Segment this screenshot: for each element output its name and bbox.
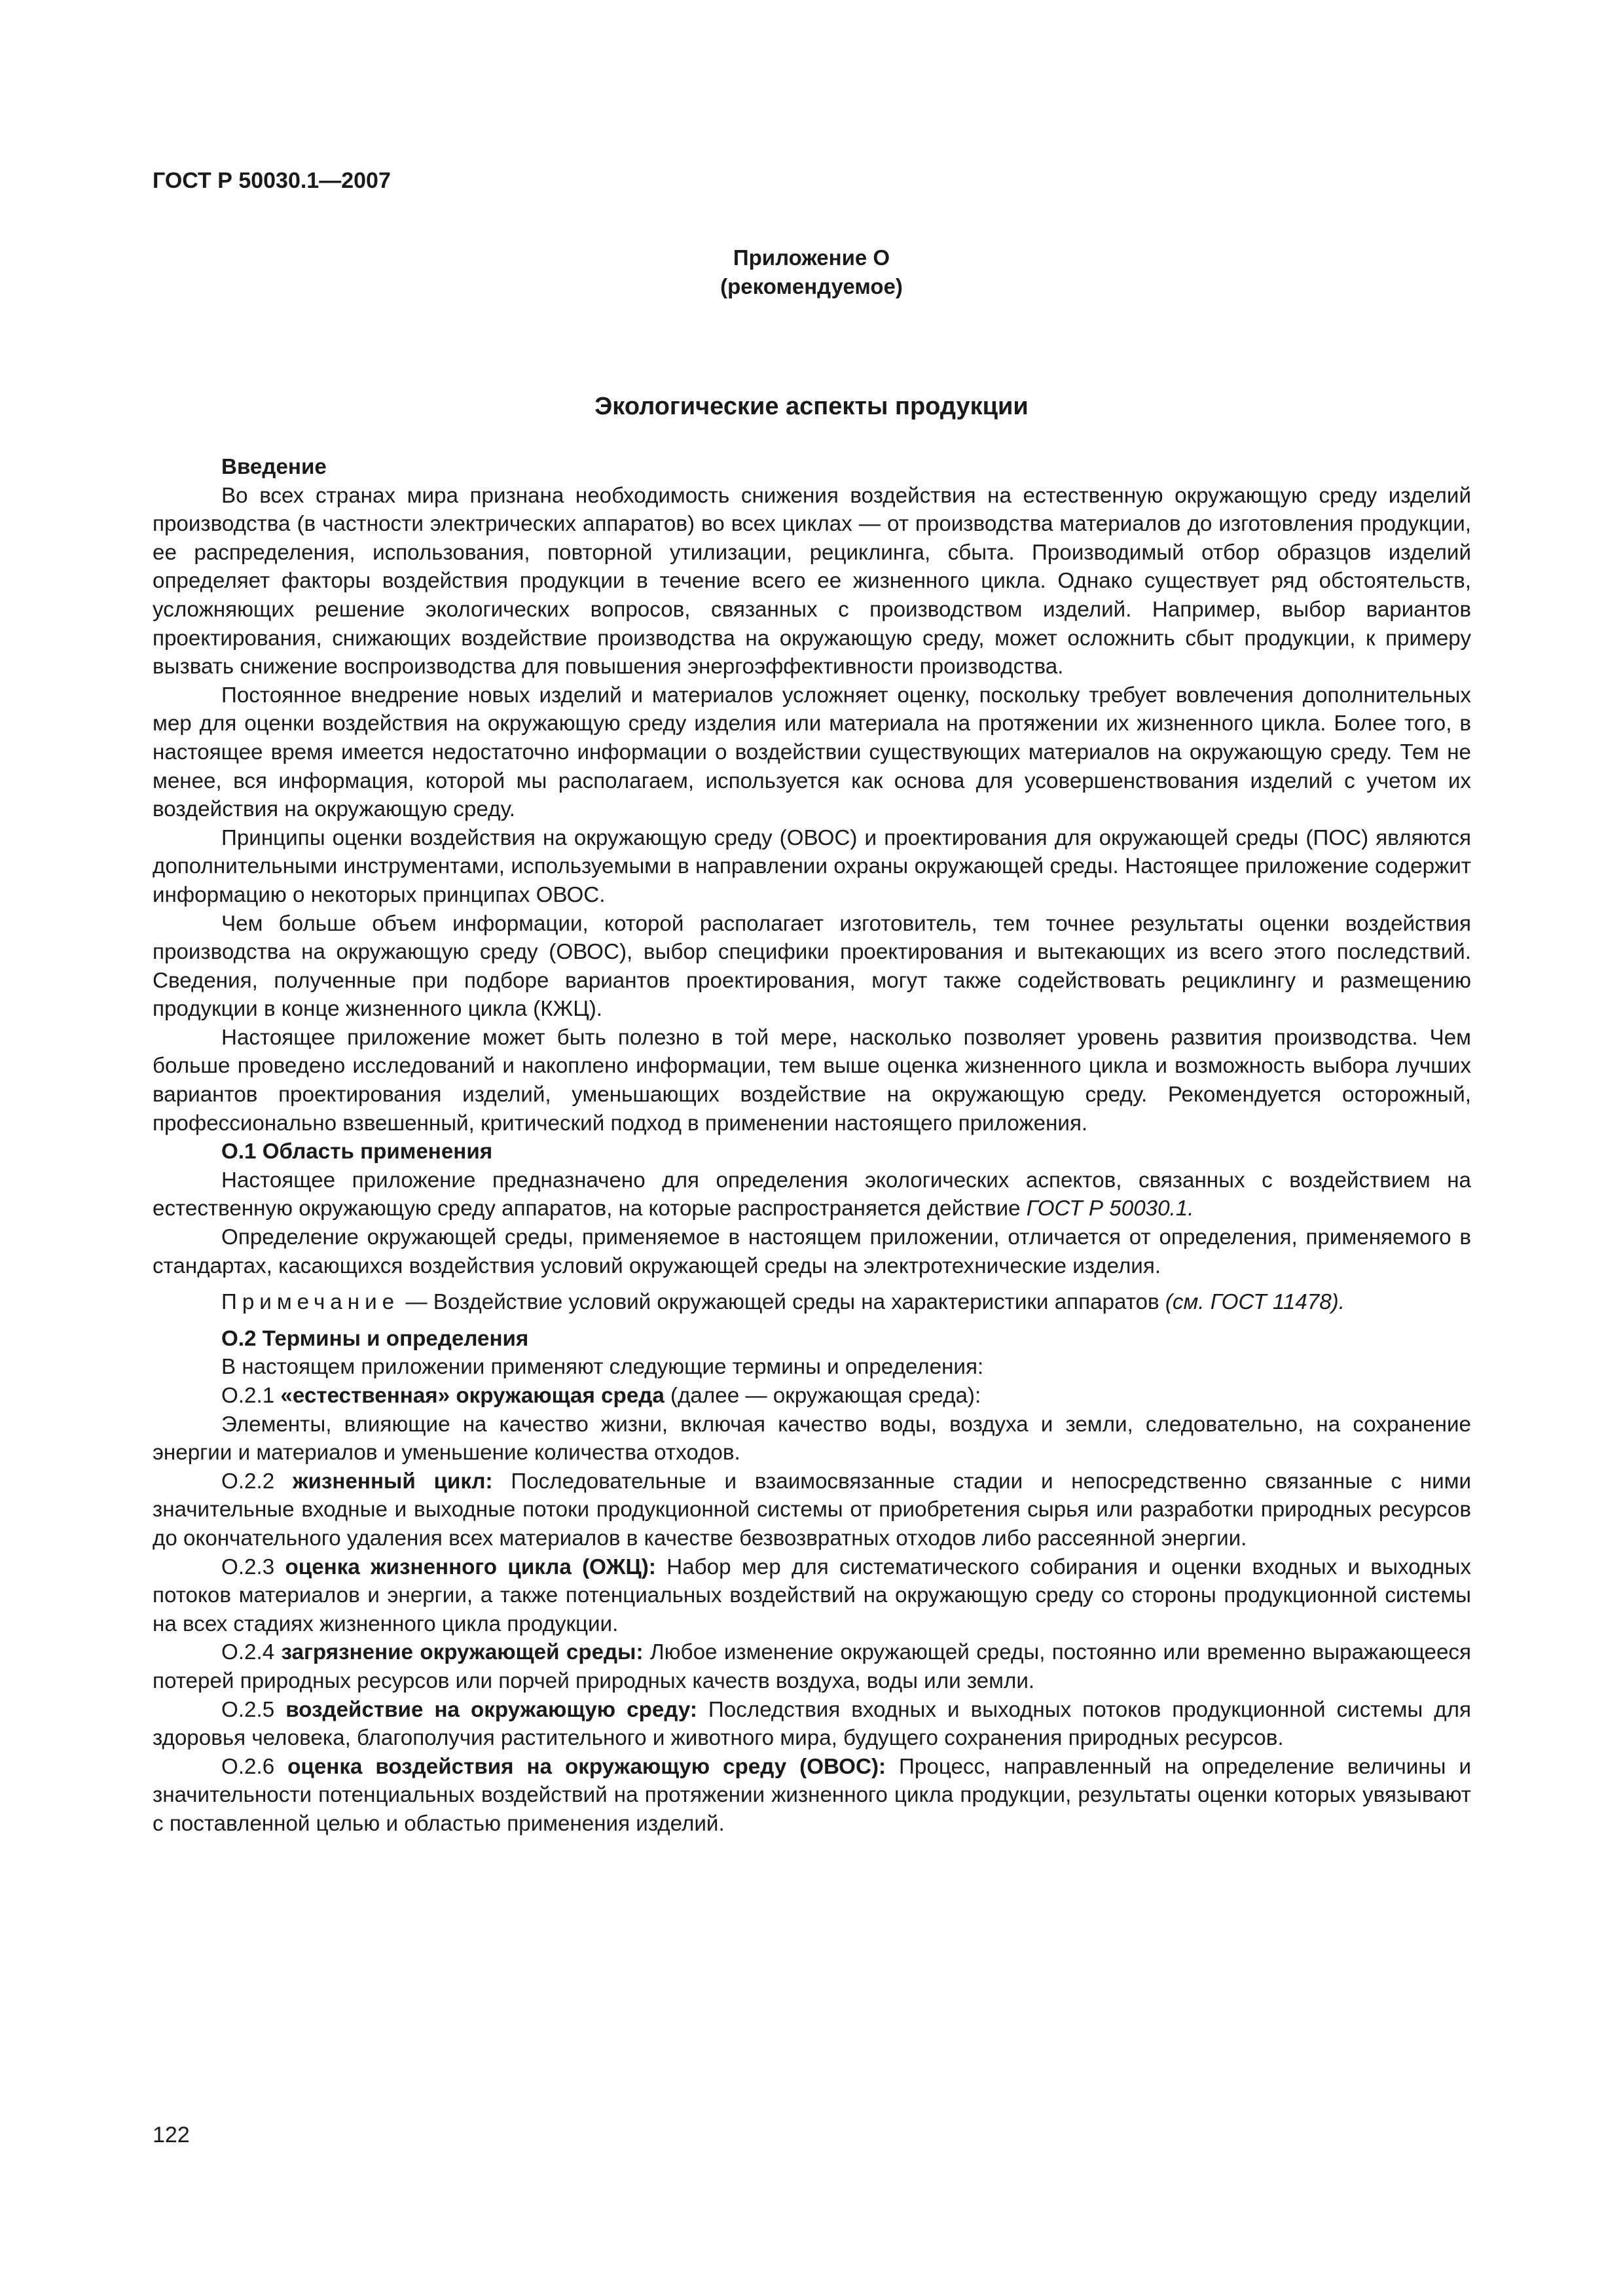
term-entry <box>153 1382 1471 1410</box>
intro-heading: Введение <box>221 455 327 479</box>
scope-text: Настоящее приложение предназначено для определения экологических аспектов, связанных с воздействием на естественную окружающую среду аппаратов, на которые распространяется действие <box>153 1168 1471 1221</box>
term-name: оценка воздействия на окружающую среду (ОВОС): <box>287 1754 886 1779</box>
term-entry <box>153 1553 1471 1639</box>
intro-paragraph: Принципы оценки воздействия на окружающую среду (ОВОС) и проектирования для окружающей среды (ПОС) являются дополнительными инструментами, используемыми в направлении охраны окружающей среды. Настоящее приложение содержит информацию о некоторых принципах ОВОС. <box>153 825 1471 907</box>
note-reference: (см. ГОСТ 11478). <box>1165 1290 1345 1315</box>
page-number: 122 <box>153 2123 190 2147</box>
intro-paragraph: Во всех странах мира признана необходимость снижения воздействия на естественную окружающую среду изделий производства (в частности электрических аппаратов) во всех циклах — от производства материалов до изготовления продукции, ее распределения, использования, повторной утилизации, рециклинга, сбыта. Производимый отбор образцов изделий определяет факторы воздействия продукции в течение всего ее жизненного цикла. Однако существует ряд обстоятельств, усложняющих решение экологических вопросов, связанных с производством изделий. Например, выбор вариантов проектирования, снижающих воздействие производства на окружающую среду, может осложнить сбыт продукции, к примеру вызвать снижение воспроизводства для повышения энергоэффективности производства. <box>153 483 1471 679</box>
term-number: О.2.4 <box>221 1640 282 1665</box>
term-number: О.2.6 <box>221 1754 288 1779</box>
term-definition: Последовательные и взаимосвязанные стадии и непосредственно связанные с ними значительные входные и выходные потоки продукционной системы от приобретения сырья или разработки природных ресурсов до окончательного удаления всех материалов в качестве безвозвратных отходов либо рассеянной энергии. <box>153 1469 1471 1551</box>
terms-intro: В настоящем приложении применяют следующие термины и определения: <box>221 1355 984 1380</box>
term-entry <box>153 1410 1471 1467</box>
term-definition: Любое изменение окружающей среды, постоянно или временно выражающееся потерей природных ресурсов или порчей природных качеств воздуха, воды или земли. <box>153 1640 1471 1693</box>
term-entry <box>153 1696 1471 1753</box>
page-title: Экологические аспекты продукции <box>594 393 1029 420</box>
intro-paragraph: Чем больше объем информации, которой располагает изготовитель, тем точнее результаты оценки воздействия производства на окружающую среду (ОВОС), выбор специфики проектирования и вытекающих из всего этого последствий. Сведения, полученные при подборе вариантов проектирования, могут также содействовать рециклингу и размещению продукции в конце жизненного цикла (КЖЦ). <box>153 911 1471 1022</box>
term-definition: Последствия входных и выходных потоков продукционной системы для здоровья человека, благополучия растительного и животного мира, будущего сохранения природных ресурсов. <box>153 1697 1471 1751</box>
term-name: оценка жизненного цикла (ОЖЦ): <box>285 1554 656 1579</box>
annex-status: (рекомендуемое) <box>720 274 903 298</box>
term-name: «естественная» окружающая среда <box>280 1384 665 1408</box>
document-body <box>153 453 1471 1839</box>
term-number: О.2.1 <box>221 1384 281 1408</box>
term-definition: Процесс, направленный на определение величины и значительности потенциальных воздействий на протяжении жизненного цикла продукции, результаты оценки которых увязывают с поставленной целью и областью применения изделий. <box>153 1754 1471 1836</box>
note-text: — Воздействие условий окружающей среды на характеристики аппаратов <box>399 1290 1165 1315</box>
term-entry <box>153 1753 1471 1839</box>
term-definition: (далее — окружающая среда): <box>664 1384 981 1408</box>
term-number: О.2.3 <box>221 1554 285 1579</box>
term-definition: Набор мер для систематического собирания и оценки входных и выходных потоков материалов и энергии, а также потенциальных воздействий на окружающую среду со стороны продукционной системы на всех стадиях жизненного цикла продукции. <box>153 1554 1472 1636</box>
term-name: воздействие на окружающую среду: <box>285 1697 697 1722</box>
term-name: жизненный цикл: <box>292 1469 493 1494</box>
note-label: Примечание <box>221 1290 400 1315</box>
intro-paragraph: Настоящее приложение может быть полезно в той мере, насколько позволяет уровень развития производства. Чем больше проведено исследований и накоплено информации, тем выше оценка жизненного цикла и возможность выбора лучших вариантов проектирования изделий, уменьшающих воздействие на окружающую среду. Рекомендуется осторожный, профессионально взвешенный, критический подход в применении настоящего приложения. <box>153 1025 1471 1136</box>
term-definition: Элементы, влияющие на качество жизни, включая качество воды, воздуха и земли, следовательно, на сохранение энергии и материалов и уменьшение количества отходов. <box>153 1412 1471 1465</box>
scope-note <box>153 1288 1471 1317</box>
scope-paragraph: Определение окружающей среды, применяемое в настоящем приложении, отличается от определения, применяемого в стандартах, касающихся воздействия условий окружающей среды на электротехнические изделия. <box>153 1225 1471 1278</box>
term-entry <box>153 1467 1471 1553</box>
scope-heading: О.1 Область применения <box>221 1139 493 1164</box>
term-number: О.2.2 <box>221 1469 293 1494</box>
annex-heading <box>0 243 1623 301</box>
document-code: ГОСТ Р 50030.1—2007 <box>153 168 391 193</box>
term-name: загрязнение окружающей среды: <box>281 1640 644 1665</box>
standard-reference: ГОСТ Р 50030.1. <box>1026 1196 1194 1221</box>
scope-paragraph <box>153 1166 1471 1223</box>
intro-paragraph: Постоянное внедрение новых изделий и материалов усложняет оценку, поскольку требует вовлечения дополнительных мер для оценки воздействия на окружающую среду изделия или материала на протяжении их жизненного цикла. Более того, в настоящее время имеется недостаточно информации о воздействии существующих материалов на окружающую среду. Тем не менее, вся информация, которой мы располагаем, используется как основа для усовершенствования изделий с учетом их воздействия на окружающую среду. <box>153 683 1471 822</box>
term-entry <box>153 1638 1471 1695</box>
annex-label: Приложение О <box>733 245 890 270</box>
term-number: О.2.5 <box>221 1697 286 1722</box>
terms-heading: О.2 Термины и определения <box>221 1326 529 1351</box>
